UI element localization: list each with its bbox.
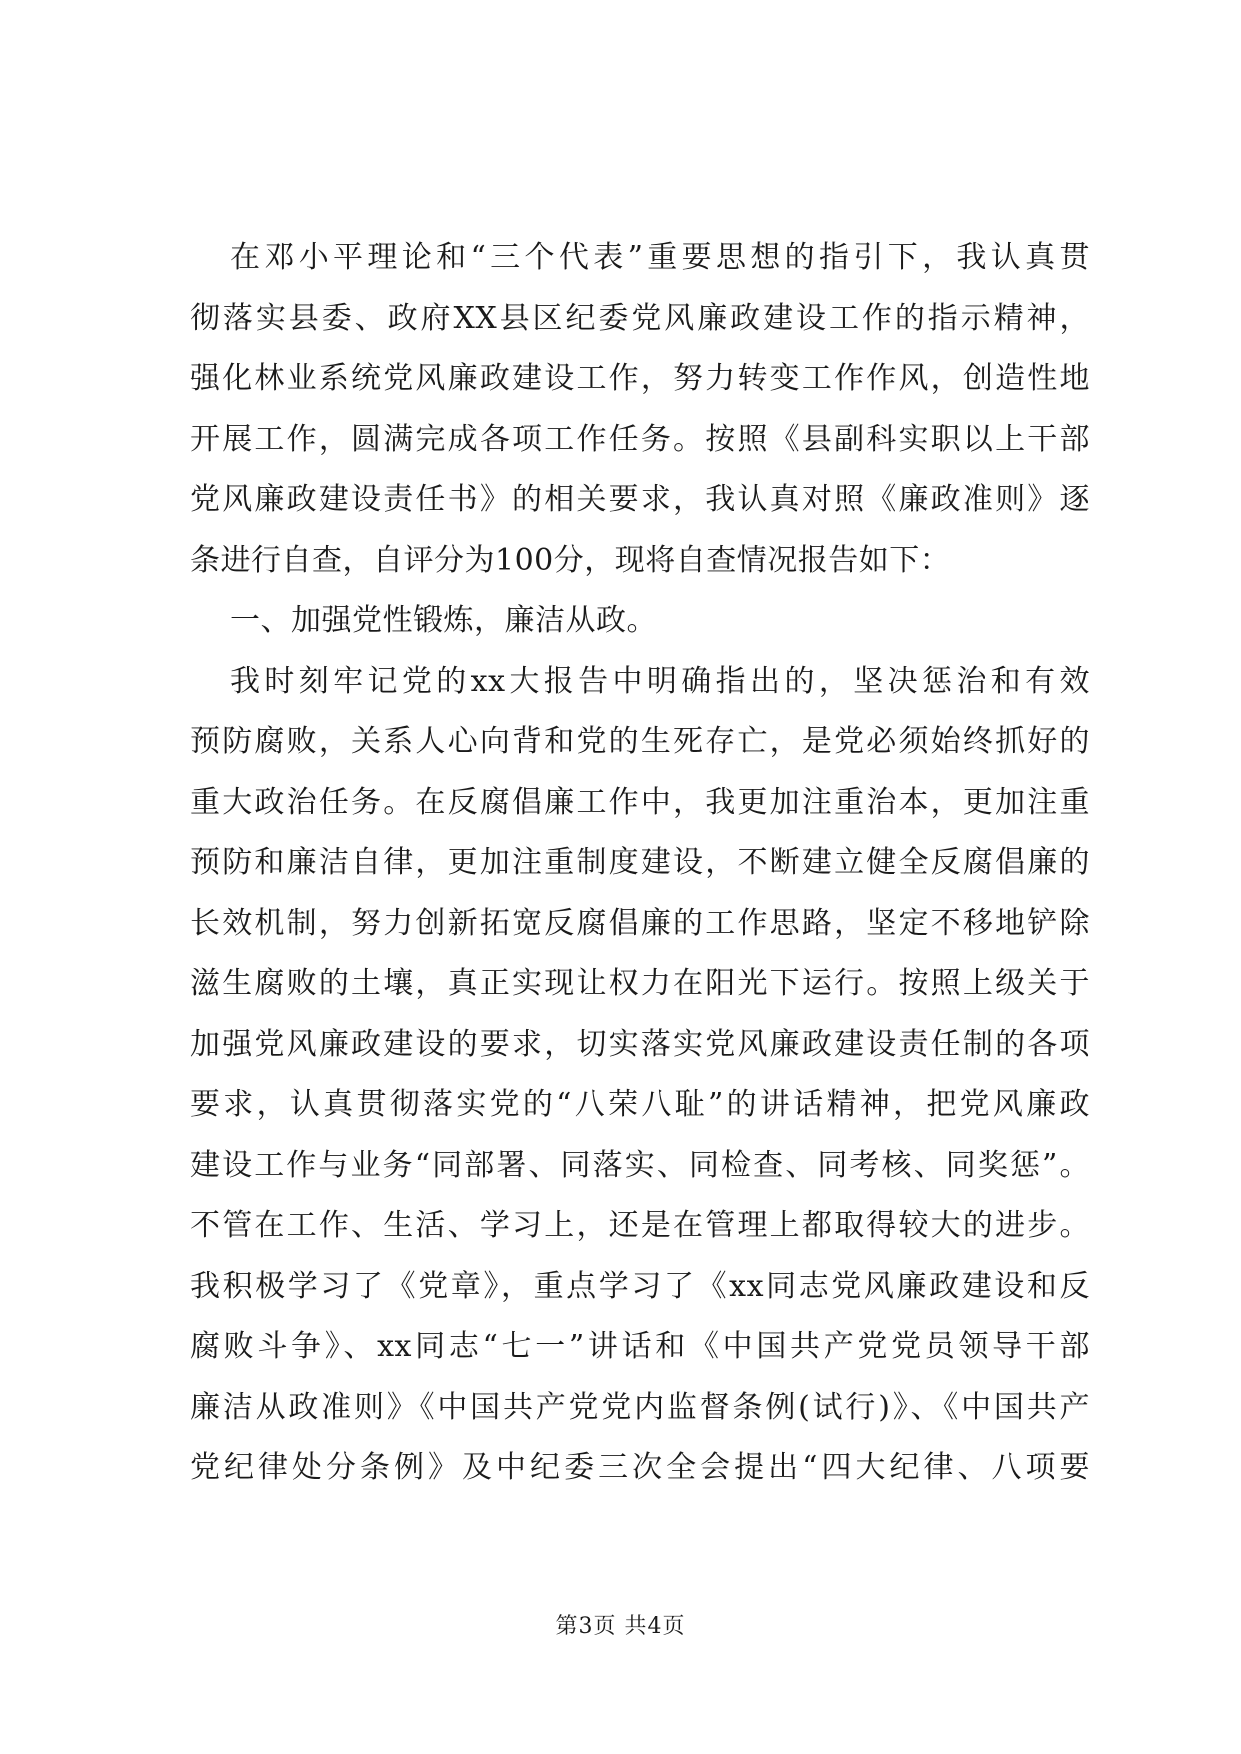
- paragraph-1-line-2: 彻落实县委、政府XX县区纪委党风廉政建设工作的指示精神，: [190, 300, 1090, 336]
- paragraph-2-line-13: 廉洁从政准则》《中国共产党党内监督条例(试行)》、《中国共产: [190, 1389, 1090, 1425]
- paragraph-2-line-12: 腐败斗争》、xx同志“七一”讲话和《中国共产党党员领导干部: [190, 1329, 1090, 1364]
- paragraph-2-line-2: 预防腐败，关系人心向背和党的生死存亡，是党必须始终抓好的: [190, 724, 1090, 759]
- paragraph-2-line-7: 加强党风廉政建设的要求，切实落实党风廉政建设责任制的各项: [190, 1026, 1090, 1062]
- paragraph-2-line-10: 不管在工作、生活、学习上，还是在管理上都取得较大的进步。: [190, 1208, 1090, 1243]
- paragraph-1-line-4: 开展工作，圆满完成各项工作任务。按照《县副科实职以上干部: [190, 421, 1090, 457]
- paragraph-1-line-5: 党风廉政建设责任书》的相关要求，我认真对照《廉政准则》逐: [190, 482, 1090, 517]
- paragraph-2-line-8: 要求，认真贯彻落实党的“八荣八耻”的讲话精神，把党风廉政: [190, 1087, 1090, 1122]
- paragraph-2-line-3: 重大政治任务。在反腐倡廉工作中，我更加注重治本，更加注重: [190, 784, 1090, 820]
- paragraph-2-line-5: 长效机制，努力创新拓宽反腐倡廉的工作思路，坚定不移地铲除: [190, 905, 1090, 941]
- body-text: [190, 228, 1090, 1499]
- paragraph-2-line-11: 我积极学习了《党章》，重点学习了《xx同志党风廉政建设和反: [190, 1268, 1090, 1304]
- page-number-footer: 第3页 共4页: [555, 1614, 686, 1639]
- paragraph-2-line-4: 预防和廉洁自律，更加注重制度建设，不断建立健全反腐倡廉的: [190, 845, 1090, 880]
- section-heading: 一、加强党性锻炼，廉洁从政。: [230, 603, 657, 638]
- paragraph-2-line-9: 建设工作与业务“同部署、同落实、同检查、同考核、同奖惩”。: [190, 1147, 1090, 1183]
- paragraph-1-line-6: 条进行自查，自评分为100分，现将自查情况报告如下：: [190, 542, 951, 578]
- paragraph-1-line-1: 在邓小平理论和“三个代表”重要思想的指引下，我认真贯: [230, 240, 1090, 275]
- paragraph-2-line-1: 我时刻牢记党的xx大报告中明确指出的，坚决惩治和有效: [230, 663, 1090, 699]
- paragraph-2-line-6: 滋生腐败的土壤，真正实现让权力在阳光下运行。按照上级关于: [190, 966, 1090, 1001]
- paragraph-2-line-14: 党纪律处分条例》及中纪委三次全会提出“四大纪律、八项要: [190, 1450, 1090, 1485]
- paragraph-1-line-3: 强化林业系统党风廉政建设工作，努力转变工作作风，创造性地: [190, 361, 1090, 396]
